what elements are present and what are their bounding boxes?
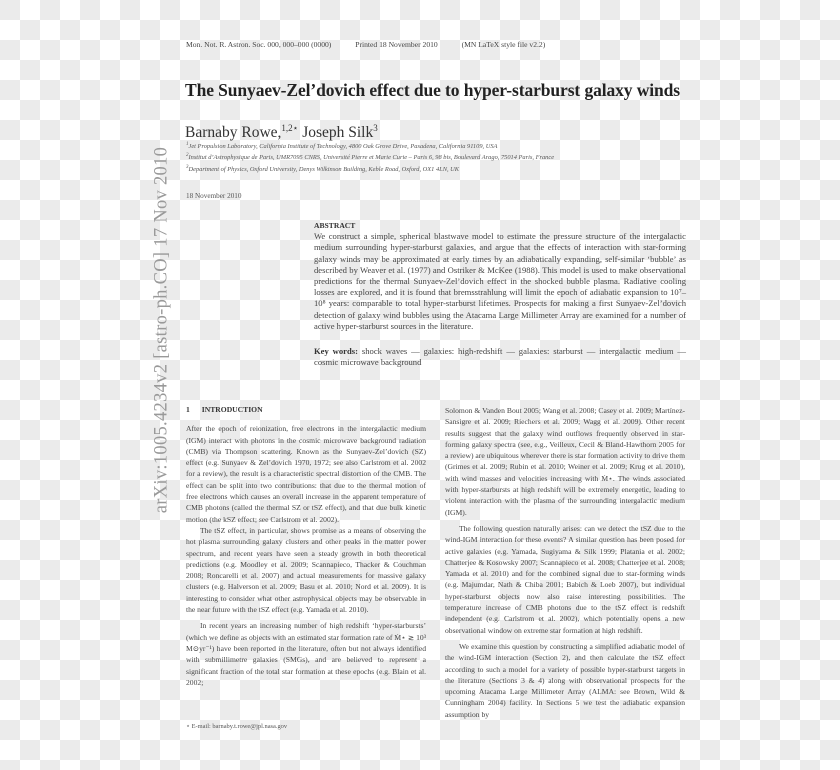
- author-name: Barnaby Rowe,: [185, 124, 282, 142]
- keywords-text: shock waves — galaxies: high-redshift — galaxies: starburst — intergalactic medium — cosmic microwave background: [314, 346, 686, 368]
- arxiv-stamp: arXiv:1005.4234v2 [astro-ph.CO] 17 Nov 2010: [151, 146, 172, 514]
- paragraph: Solomon & Vanden Bout 2005; Wang et al. 2008; Casey et al. 2009; Martínez-Sansigre et al. 2009; Riechers et al. 2009; Wagg et al. 2009). Other recent results suggest that the galaxy wind outflows frequently observed in star-forming galaxy spectra (see, e.g., Veilleux, Cecil & Bland-Hawthorn 2005 for a review) are ubiquitous wherever there is star formation activity to drive them (Grimes et al. 2009; Rubin et al. 2010; Weiner et al. 2009; Krug et al. 2010), with wind masses and velocities increasing with Ṁ⋆. The winds associated with hyper-starbursts at high redshift will be extremely energetic, leading to violent interaction with the plasma of the surrounding intergalactic medium (IGM).: [445, 406, 685, 517]
- affiliation-item: $^3$Department of Physics, Oxford University, Denys Wilkinson Building, Keble Road, Oxford, OX1 4LN, UK: [186, 164, 460, 173]
- section-number: 1: [186, 405, 190, 414]
- email-footnote: ⋆ E-mail: barnaby.t.rowe@jpl.nasa.gov: [186, 723, 288, 730]
- section-title: INTRODUCTION: [201, 405, 263, 414]
- style-file-note: (MN LaTeX style file v2.2): [461, 40, 546, 49]
- abstract-heading: ABSTRACT: [314, 221, 356, 230]
- author-affiliation-marker: 1,2⋆: [281, 123, 299, 133]
- affiliation-item: $^2$Institut d’Astrophysique de Paris, UMR7095 CNRS, Université Pierre et Marie Curie – Paris 6, 98 bis, Boulevard Arago, 75014 Paris, France: [186, 153, 555, 162]
- affiliations: [186, 140, 554, 174]
- running-header: [186, 40, 567, 49]
- left-column: [186, 404, 426, 688]
- keywords-block: [314, 346, 686, 368]
- paragraph: In recent years an increasing number of high redshift ‘hyper-starbursts’ (which we define as objects with an estimated star formation rate of Ṁ⋆ ≳ 10³ M⊙yr⁻¹) have been reported in the literature, often but not always identified with submillimetre galaxies (SMGs), and are believed to represent a significant fraction of the total star formation at these epochs (e.g. Blain et al. 2002;: [186, 621, 426, 687]
- keywords-label: Key words:: [314, 346, 358, 356]
- abstract-block: [314, 220, 686, 332]
- abstract-text: We construct a simple, spherical blastwave model to estimate the pressure structure of the intergalactic medium surrounding hyper-starburst galaxies, and argue that the effects of interaction with star-forming galaxy winds may be approximated at early times by an adiabatically expanding, self-similar ‘bubble’ as described by Weaver et al. (1977) and Ostriker & McKee (1988). This model is used to make observational predictions for the thermal Sunyaev-Zel’dovich effect in the shocked bubble plasma. Radiative cooling losses are explored, and it is found that bremsstrahlung will limit the epoch of adiabatic expansion to 10⁷–10⁸ years: comparable to total hyper-starburst lifetimes. Prospects for making a first Sunyaev-Zel’dovich detection of galaxy wind bubbles using the Atacama Large Millimeter Array are examined for a number of active hyper-starburst sources in the literature.: [314, 231, 686, 331]
- paragraph: After the epoch of reionization, free electrons in the intergalactic medium (IGM) interact with photons in the cosmic microwave background radiation (CMB) via Thompson scattering. Known as the Sunyaev-Zel’dovich (SZ) effect (e.g. Sunyaev & Zel’dovich 1970, 1972; see also Carlstrom et al. 2002 for a review), the result is a characteristic spectral distortion of the CMB. The effect can be split into two contributions: that due to the thermal motion of free electrons which causes an overall increase in the apparent temperature of CMB photons (called the thermal SZ or tSZ effect), and that due bulk kinetic motion (the kSZ effect; see Carlstrom et al. 2002).: [186, 424, 426, 524]
- paragraph: The following question naturally arises: can we detect the tSZ due to the wind-IGM interaction for these events? A similar question has been posed for active galaxies (e.g. Yamada, Sugiyama & Silk 1999; Platania et al. 2002; Chatterjee & Kosowsky 2007; Scannapieco et al. 2008; Chatterjee et al. 2008; Yamada et al. 2010) and for the combined signal due to star-forming winds (e.g. Majumdar, Nath & Chiba 2001; Babich & Loeb 2007), but individual hyper-starburst objects now also raise interesting possibilities. The temperature increase of CMB photons due to the tSZ effect is redshift independent (e.g. Carlstrom et al. 2002), which potentially opens a new observational window on extreme star formation at high redshift.: [445, 523, 685, 635]
- journal-citation: Mon. Not. R. Astron. Soc. 000, 000–000 (0000): [186, 40, 332, 49]
- paragraph: The tSZ effect, in particular, shows promise as a means of observing the hot plasma surrounding galaxy clusters and other peaks in the matter power spectrum, and recent years have seen a steady growth in both theoretical predictions (e.g. Moodley et al. 2009; Scannapieco, Thacker & Couchman 2008; Roncarelli et al. 2007) and actual measurements for massive galaxy clusters (e.g. Halverson et al. 2009; Basu et al. 2010; Nord et al. 2009). It is interesting to consider what other astrophysical objects may be observable in the near future with the tSZ effect (e.g. Yamada et al. 2010).: [186, 525, 426, 615]
- author-affiliation-marker: 3: [373, 123, 378, 133]
- affiliation-item: $^1$Jet Propulsion Laboratory, California Institute of Technology, 4800 Oak Grove Drive, Pasadena, California 91109, USA: [186, 142, 498, 151]
- author-name: Joseph Silk: [302, 124, 374, 142]
- right-column: [445, 405, 685, 720]
- section-heading: [186, 404, 426, 415]
- paragraph: We examine this question by constructing a simplified adiabatic model of the wind-IGM interaction (Section 2), and then calculate the tSZ effect according to such a model for a variety of possible hyper-starburst targets in the literature (Sections 3 & 4) along with observational prospects for the upcoming Atacama Large Millimeter Array (ALMA: see Brown, Wild & Cunningham 2004) facility. In Sections 5 we test the adiabatic expansion assumption by: [445, 641, 685, 719]
- paper-title: The Sunyaev-Zel’dovich effect due to hyper-starburst galaxy winds: [185, 80, 681, 100]
- submission-date: 18 November 2010: [186, 192, 242, 200]
- printed-date: Printed 18 November 2010: [355, 40, 438, 49]
